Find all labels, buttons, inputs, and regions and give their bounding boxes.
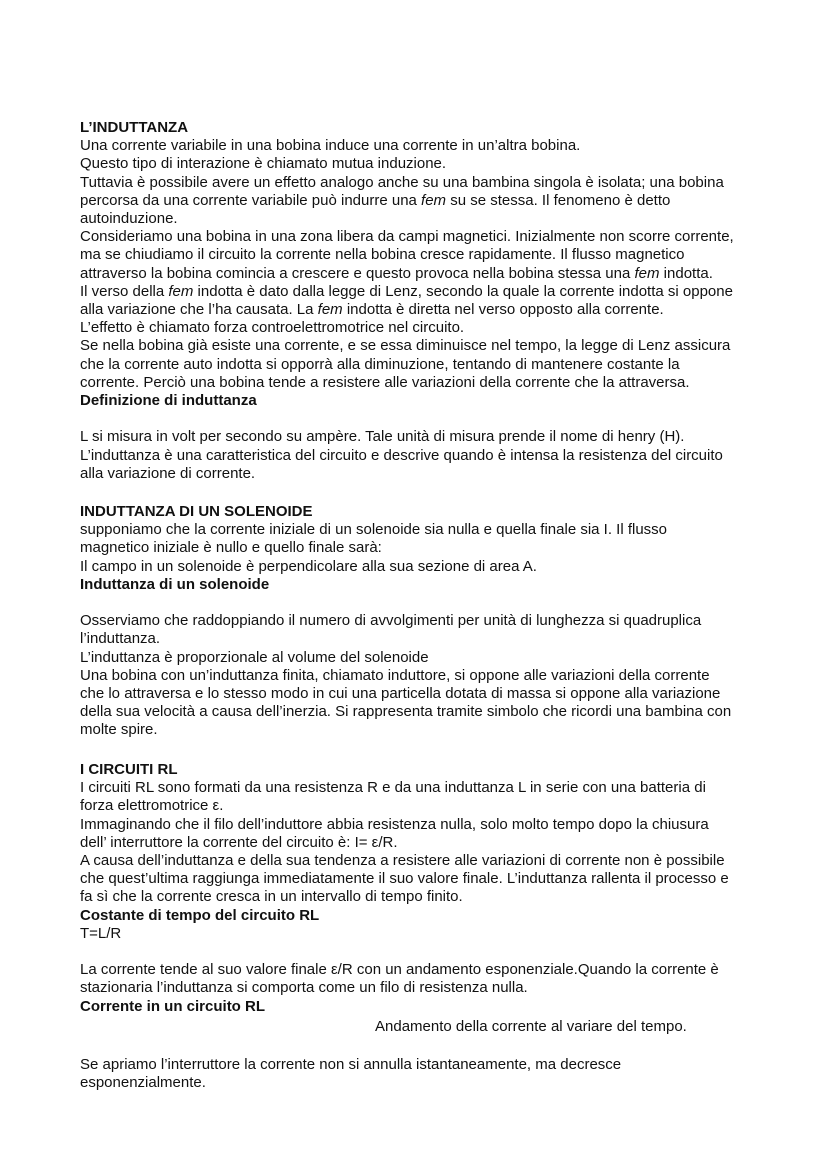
paragraph-line: alla variazione di corrente. [80, 464, 256, 482]
subsection-title: Induttanza di un solenoide [80, 575, 270, 593]
paragraph-line: alla variazione che l’ha causata. La fem indotta è diretta nel verso opposto alla corrente. [80, 301, 664, 319]
paragraph-line: che lo attraversa e lo stesso modo in cui una particella dotata di massa si oppone alla variazione [80, 685, 721, 703]
section-inductance [80, 119, 760, 483]
paragraph-line: magnetico iniziale è nullo e quello finale sarà: [80, 539, 382, 557]
paragraph-line: stazionaria l’induttanza si comporta come un filo di resistenza nulla. [80, 979, 528, 997]
paragraph-line: Una bobina con un’induttanza finita, chiamato induttore, si oppone alle variazioni della corrente [80, 666, 710, 684]
paragraph-line: fa sì che la corrente cresca in un intervallo di tempo finito. [80, 888, 463, 906]
paragraph-line: supponiamo che la corrente iniziale di un solenoide sia nulla e quella finale sia I. Il flusso [80, 521, 668, 539]
closing-paragraph [80, 1056, 760, 1092]
paragraph-line: Il campo in un solenoide è perpendicolare alla sua sezione di area A. [80, 557, 537, 575]
paragraph-line: percorsa da una corrente variabile può indurre una fem su se stessa. Il fenomeno è detto [80, 191, 671, 209]
paragraph-line: Consideriamo una bobina in una zona libera da campi magnetici. Inizialmente non scorre corrente, [80, 228, 734, 246]
paragraph-line: La corrente tende al suo valore finale ε/R con un andamento esponenziale.Quando la corrente è [80, 961, 719, 979]
paragraph-line: corrente. Perciò una bobina tende a resistere alle variazioni della corrente che la attraversa. [80, 373, 690, 391]
fem-term: fem [634, 264, 660, 282]
paragraph-line: che quest’ultima raggiunga immediatamente il suo valore finale. L’induttanza rallenta il processo e [80, 870, 729, 888]
paragraph-line: dell’ interruttore la corrente del circuito è: I= ε/R. [80, 833, 398, 851]
paragraph-line: Se apriamo l’interruttore la corrente non si annulla istantaneamente, ma decresce [80, 1056, 622, 1073]
paragraph-line: L si misura in volt per secondo su ampère. Tale unità di misura prende il nome di henry (H). [80, 428, 685, 446]
paragraph-line: I circuiti RL sono formati da una resistenza R e da una induttanza L in serie con una batteria di [80, 779, 706, 797]
paragraph-line: della sua velocità a causa dell’inerzia. Si rappresenta tramite simbolo che ricordi una bambina con [80, 703, 732, 721]
subsection-title: Costante di tempo del circuito RL [80, 906, 320, 924]
paragraph-line: L’induttanza è una caratteristica del circuito e descrive quando è intensa la resistenza del circuito [80, 446, 723, 464]
fem-term: fem [421, 191, 447, 209]
paragraph-line: esponenzialmente. [80, 1074, 206, 1092]
fem-term: fem [317, 301, 343, 319]
section-rl-circuits [80, 761, 760, 1016]
paragraph-line: l’induttanza. [80, 630, 161, 648]
section-solenoid [80, 503, 760, 740]
paragraph-line: attraverso la bobina comincia a crescere e questo provoca nella bobina stessa una fem indotta. [80, 264, 713, 282]
section-title: I CIRCUITI RL [80, 761, 178, 778]
paragraph-line: Questo tipo di interazione è chiamato mutua induzione. [80, 155, 447, 173]
paragraph-line: Una corrente variabile in una bobina induce una corrente in un’altra bobina. [80, 137, 581, 155]
section-title: L’INDUTTANZA [80, 119, 189, 136]
paragraph-line: Il verso della fem indotta è dato dalla legge di Lenz, secondo la quale la corrente indotta si oppone [80, 282, 733, 300]
paragraph-line: forza elettromotrice ε. [80, 797, 224, 815]
subsection-title: Corrente in un circuito RL [80, 997, 266, 1015]
subsection-title: Definizione di induttanza [80, 392, 257, 410]
paragraph-line: A causa dell’induttanza e della sua tendenza a resistere alle variazioni di corrente non è possibile [80, 852, 725, 870]
section-title: INDUTTANZA DI UN SOLENOIDE [80, 503, 313, 520]
formula-time-constant: T=L/R [80, 924, 122, 942]
paragraph-line: Osserviamo che raddoppiando il numero di avvolgimenti per unità di lunghezza si quadruplica [80, 612, 702, 630]
paragraph-line: autoinduzione. [80, 210, 178, 228]
figure-caption: Andamento della corrente al variare del tempo. [375, 1018, 687, 1035]
paragraph-line: molte spire. [80, 721, 158, 739]
paragraph-line: L’effetto è chiamato forza controelettromotrice nel circuito. [80, 319, 465, 337]
paragraph-line: ma se chiudiamo il circuito la corrente nella bobina cresce rapidamente. Il flusso magnetico [80, 246, 685, 264]
fem-term: fem [168, 282, 194, 300]
paragraph-line: che la corrente auto indotta si opporrà alla diminuzione, tentando di mantenere costante la [80, 355, 680, 373]
paragraph-line: Se nella bobina già esiste una corrente, e se essa diminuisce nel tempo, la legge di Lenz assicura [80, 337, 731, 355]
paragraph-line: Immaginando che il filo dell’induttore abbia resistenza nulla, solo molto tempo dopo la chiusura [80, 815, 709, 833]
paragraph-line: L’induttanza è proporzionale al volume del solenoide [80, 648, 429, 666]
paragraph-line: Tuttavia è possibile avere un effetto analogo anche su una bambina singola è isolata; una bobina [80, 173, 724, 191]
